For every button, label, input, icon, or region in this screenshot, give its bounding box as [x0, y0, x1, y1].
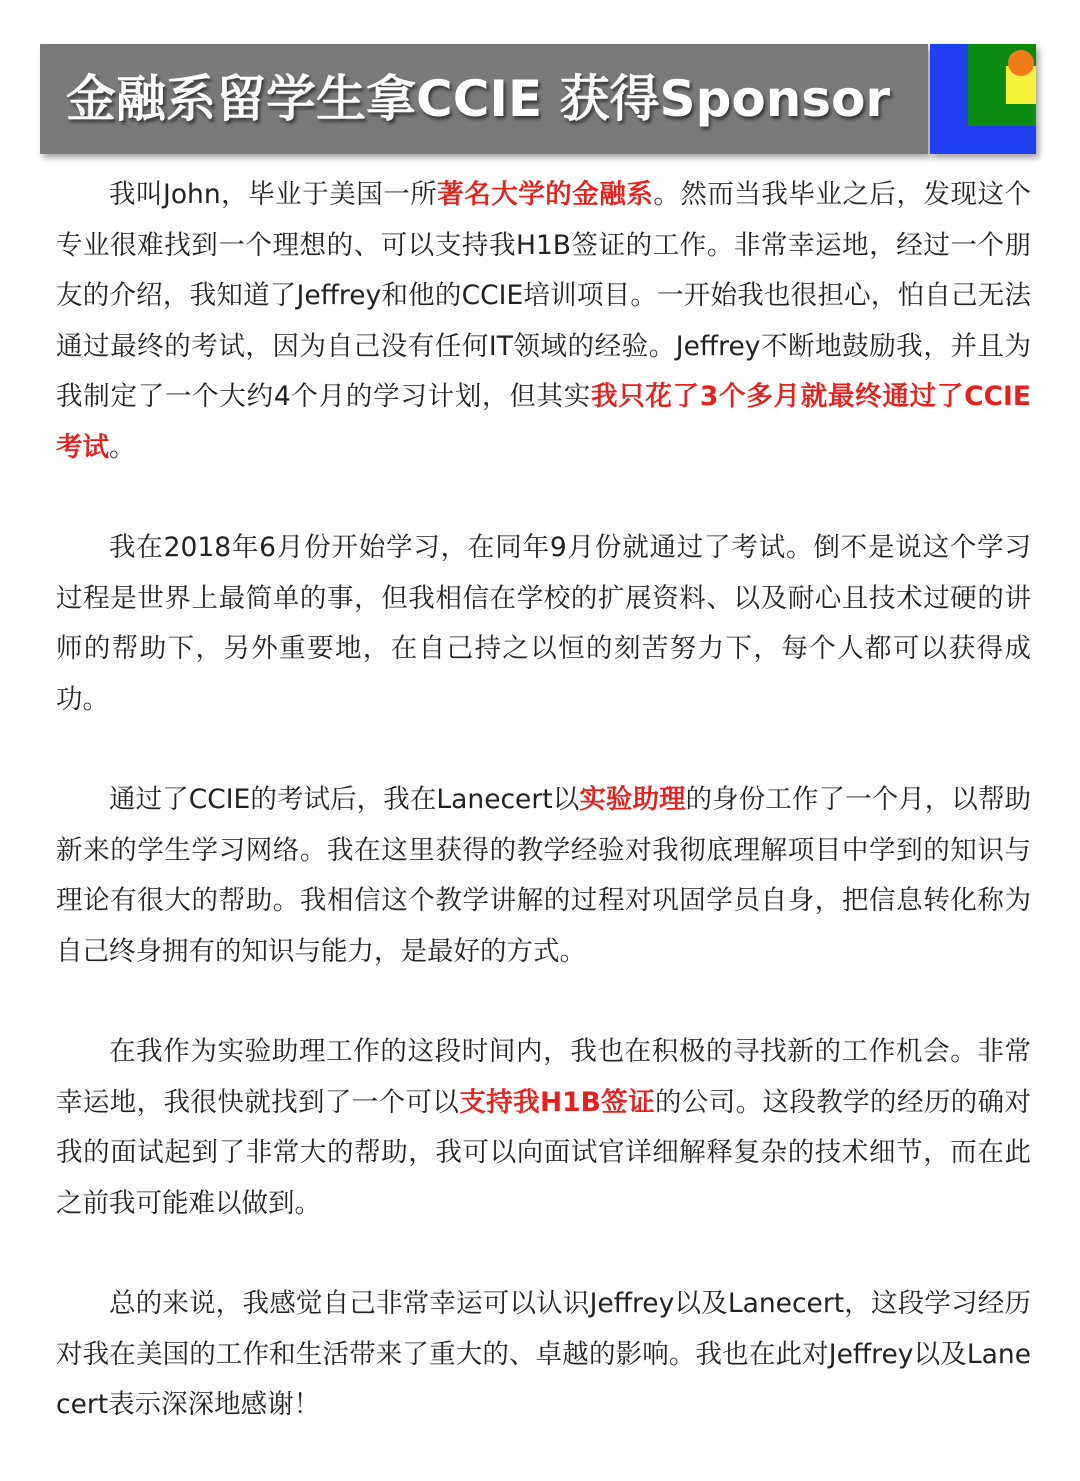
paragraph-1 [56, 170, 1031, 473]
paragraph-2 [56, 523, 1031, 725]
paragraph-4 [56, 1027, 1031, 1229]
text-span: 通过了CCIE的考试后，我在Lanecert以 [109, 784, 580, 815]
text-span: 的公司。这段教学的经历的确对我的面试起到了非常大的帮助，我可以向面试官详细解释复杂的技术细节，而在此之前我可能难以做到。 [56, 1086, 1031, 1219]
text-span: 总的来说，我感觉自己非常幸运可以认识Jeffrey以及Lanecert，这段学习经历对我在美国的工作和生活带来了重大的、卓越的影响。我也在此对Jeffrey以及Lanecert表示深深地感谢！ [56, 1288, 1031, 1420]
text-span: 在我作为实验助理工作的这段时间内，我也在积极的寻找新的工作机会。非常幸运地，我很快就找到了一个可以 [56, 1036, 1031, 1118]
text-span: 我叫John，毕业于美国一所 [109, 179, 438, 210]
article-body [56, 170, 1031, 1481]
highlight-text: 我只花了3个多月就最终通过了CCIE考试 [56, 381, 1031, 463]
text-span: 的身份工作了一个月，以帮助新来的学生学习网络。我在这里获得的教学经验对我彻底理解项目中学到的知识与理论有很大的帮助。我相信这个教学讲解的过程对巩固学员自身，把信息转化称为自己终身拥有的知识与能力，是最好的方式。 [56, 784, 1032, 967]
text-span: 。然而当我毕业之后，发现这个专业很难找到一个理想的、可以支持我H1B签证的工作。非常幸运地，经过一个朋友的介绍，我知道了Jeffrey和他的CCIE培训项目。一开始我也很担心，怕自己无法通过最终的考试，因为自己没有任何IT领域的经验。Jeffrey不断地鼓励我，并且为我制定了一个大约4个月的学习计划，但其实 [56, 179, 1031, 412]
highlight-text: 著名大学的金融系 [437, 179, 654, 210]
logo [930, 44, 1036, 154]
paragraph-5 [56, 1279, 1031, 1431]
highlight-text: 支持我H1B签证 [459, 1086, 655, 1118]
page-title: 金融系留学生拿CCIE 获得Sponsor [66, 70, 891, 128]
title-banner [40, 44, 928, 154]
highlight-text: 实验助理 [579, 784, 686, 815]
logo-orange-dot [1008, 50, 1034, 76]
paragraph-3 [56, 775, 1031, 977]
text-span: 我在2018年6月份开始学习，在同年9月份就通过了考试。倒不是说这个学习过程是世界上最简单的事，但我相信在学校的扩展资料、以及耐心且技术过硬的讲师的帮助下，另外重要地，在自己持之以恒的刻苦努力下，每个人都可以获得成功。 [56, 532, 1031, 715]
text-span: 。 [109, 431, 136, 463]
